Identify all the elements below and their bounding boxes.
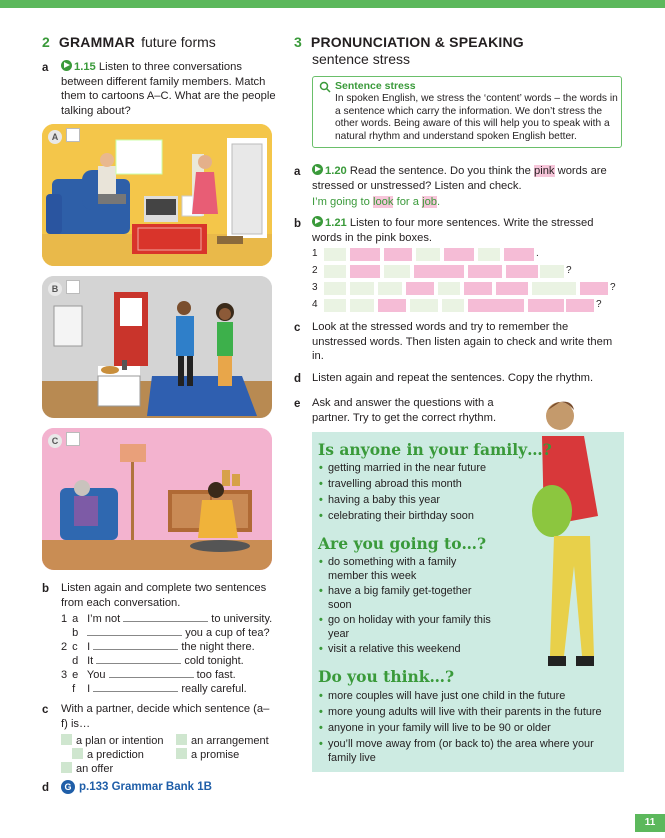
fill-row: 2 c I the night there.	[61, 641, 255, 653]
tip-box	[312, 76, 622, 148]
stressed-box[interactable]	[504, 248, 534, 261]
row-number: 3	[312, 282, 318, 293]
grammar-bank-icon: G	[61, 780, 75, 794]
question-item: • anyone in your family will live to be 90 or older	[328, 722, 618, 736]
section-title: PRONUNCIATION & SPEAKING	[310, 34, 524, 50]
section-number: 2	[42, 34, 50, 50]
exercise-label-a: a	[294, 166, 301, 178]
stressed-box[interactable]	[464, 282, 492, 295]
stressed-box[interactable]	[506, 265, 538, 278]
row-end: ?	[596, 299, 602, 310]
unstressed-box[interactable]	[350, 299, 374, 312]
answer-box[interactable]	[66, 432, 80, 446]
checkbox[interactable]	[61, 734, 72, 745]
unstressed-box[interactable]	[324, 265, 346, 278]
checkbox[interactable]	[176, 748, 187, 759]
audio-track[interactable]: 1.15	[61, 60, 96, 75]
question-item: • go on holiday with your family this year	[328, 614, 498, 641]
answer-blank[interactable]	[123, 613, 208, 622]
exercise-2a-text: 1.15 Listen to three conversations between different family members. Match them to cartoons A–C. What are the people talking about?	[61, 61, 276, 117]
example-sentence: I’m going to look for a job.	[312, 196, 441, 208]
grandparent-room-illustration	[42, 428, 272, 570]
exercise-label-a: a	[42, 62, 49, 74]
option-item[interactable]: a plan or intention	[61, 734, 163, 747]
section-subtitle: future forms	[141, 34, 216, 50]
audio-play-icon	[312, 216, 323, 227]
unstressed-box[interactable]	[442, 299, 464, 312]
stressed-box[interactable]	[580, 282, 608, 295]
stressed-box[interactable]	[406, 282, 434, 295]
tip-title: Sentence stress	[335, 80, 416, 92]
exercise-3b-text: 1.21 Listen to four more sentences. Write the stressed words in the pink boxes.	[312, 217, 594, 244]
option-item[interactable]: an arrangement	[176, 734, 269, 747]
tip-text: In spoken English, we stress the ‘content’ words – the words in a sentence which carry the information. We don’t stress the other words. Being aware of this will help you to speak with a natural rhythm and understand spoken English better.	[335, 93, 618, 143]
exercise-label-e: e	[294, 398, 301, 410]
grammar-bank-link[interactable]: G p.133 Grammar Bank 1B	[61, 780, 212, 794]
unstressed-box[interactable]	[384, 265, 410, 278]
option-item[interactable]: an offer	[61, 762, 113, 775]
cartoon-letter: B	[48, 282, 62, 296]
question-item: • more couples will have just one child in the future	[328, 690, 618, 704]
exercise-2c-text: With a partner, decide which sentence (a–f) is…	[61, 703, 270, 730]
stressed-box[interactable]	[528, 299, 564, 312]
answer-box[interactable]	[66, 128, 80, 142]
exercise-3c-text: Look at the stressed words and try to remember the unstressed words. Then listen again to check and write them in.	[312, 321, 613, 362]
unstressed-box[interactable]	[532, 282, 576, 295]
question-item: • do something with a family member this week	[328, 556, 498, 583]
section-3-heading	[294, 34, 524, 50]
unstressed-box[interactable]	[324, 299, 346, 312]
row-number: 4	[312, 299, 318, 310]
cartoon-a	[42, 124, 272, 266]
question-item: • getting married in the near future	[328, 462, 528, 476]
exercise-label-b: b	[42, 583, 50, 595]
stressed-box[interactable]	[378, 299, 406, 312]
exercise-label-b: b	[294, 218, 302, 230]
unstressed-box[interactable]	[324, 248, 346, 261]
audio-track[interactable]: 1.20	[312, 164, 347, 179]
cartoon-c	[42, 428, 272, 570]
hallway-illustration	[42, 276, 272, 418]
question-group-title: Do you think…?	[318, 667, 455, 686]
question-item: • you’ll move away from (or back to) the area where your family live	[328, 738, 618, 765]
row-number: 2	[312, 265, 318, 276]
fill-row: d It cold tonight.	[72, 655, 244, 667]
unstressed-box[interactable]	[410, 299, 438, 312]
fill-row: 3 e You too fast.	[61, 669, 236, 681]
row-end: ?	[566, 265, 572, 276]
fill-row: b you a cup of tea?	[72, 627, 270, 639]
unstressed-box[interactable]	[416, 248, 440, 261]
exercise-label-c: c	[42, 704, 49, 716]
page-number: 11	[635, 814, 665, 832]
stressed-box[interactable]	[496, 282, 528, 295]
answer-blank[interactable]	[87, 627, 182, 636]
stressed-box[interactable]	[384, 248, 412, 261]
fill-row: 1 a I’m not to university.	[61, 613, 273, 625]
question-item: • celebrating their birthday soon	[328, 510, 528, 524]
unstressed-box[interactable]	[378, 282, 402, 295]
question-item: • visit a relative this weekend	[328, 643, 498, 657]
cartoon-letter: C	[48, 434, 62, 448]
answer-blank[interactable]	[109, 669, 194, 678]
question-item: • more young adults will live with their parents in the future	[328, 706, 618, 720]
stressed-box[interactable]	[468, 265, 502, 278]
exercise-3d-text: Listen again and repeat the sentences. Copy the rhythm.	[312, 372, 594, 384]
unstressed-box[interactable]	[478, 248, 500, 261]
checkbox[interactable]	[61, 762, 72, 773]
exercise-3e-text: Ask and answer the questions with a partner. Try to get the correct rhythm.	[312, 397, 497, 424]
question-item: • have a big family get-together soon	[328, 585, 498, 612]
option-item[interactable]: a promise	[176, 748, 239, 761]
exercise-label-d: d	[42, 782, 50, 794]
option-item[interactable]: a prediction	[72, 748, 144, 761]
fill-row: f I really careful.	[72, 683, 247, 695]
stressed-box[interactable]	[566, 299, 594, 312]
stressed-box[interactable]	[414, 265, 464, 278]
question-item: • having a baby this year	[328, 494, 528, 508]
stressed-box[interactable]	[350, 265, 380, 278]
exercise-label-c: c	[294, 322, 301, 334]
section-title: GRAMMAR	[58, 34, 135, 50]
section-number: 3	[294, 34, 302, 50]
top-color-bar	[0, 0, 665, 8]
unstressed-box[interactable]	[324, 282, 346, 295]
answer-blank[interactable]	[93, 683, 178, 692]
answer-blank[interactable]	[96, 655, 181, 664]
exercise-label-d: d	[294, 373, 302, 385]
audio-play-icon	[312, 164, 323, 175]
unstressed-box[interactable]	[350, 282, 374, 295]
question-item: • travelling abroad this month	[328, 478, 528, 492]
unstressed-box[interactable]	[438, 282, 460, 295]
row-end: ?	[610, 282, 616, 293]
audio-play-icon	[61, 60, 72, 71]
section-2-heading	[42, 34, 216, 50]
row-number: 1	[312, 248, 318, 259]
cartoon-b	[42, 276, 272, 418]
stressed-box[interactable]	[350, 248, 380, 261]
living-room-illustration	[42, 124, 272, 266]
checkbox[interactable]	[72, 748, 83, 759]
answer-box[interactable]	[66, 280, 80, 294]
exercise-3a-text: 1.20 Read the sentence. Do you think the pink words are stressed or unstressed? Listen and check.	[312, 165, 607, 192]
unstressed-box[interactable]	[540, 265, 564, 278]
checkbox[interactable]	[176, 734, 187, 745]
answer-blank[interactable]	[93, 641, 178, 650]
question-group-title: Is anyone in your family…?	[318, 440, 552, 459]
audio-track[interactable]: 1.21	[312, 216, 347, 231]
cartoon-letter: A	[48, 130, 62, 144]
stressed-box[interactable]	[468, 299, 524, 312]
magnifier-icon	[319, 81, 331, 96]
stressed-box[interactable]	[444, 248, 474, 261]
question-group-title: Are you going to…?	[318, 534, 487, 553]
section-subtitle: sentence stress	[312, 51, 411, 67]
row-end: .	[536, 248, 539, 259]
exercise-2b-text: Listen again and complete two sentences from each conversation.	[61, 582, 267, 609]
